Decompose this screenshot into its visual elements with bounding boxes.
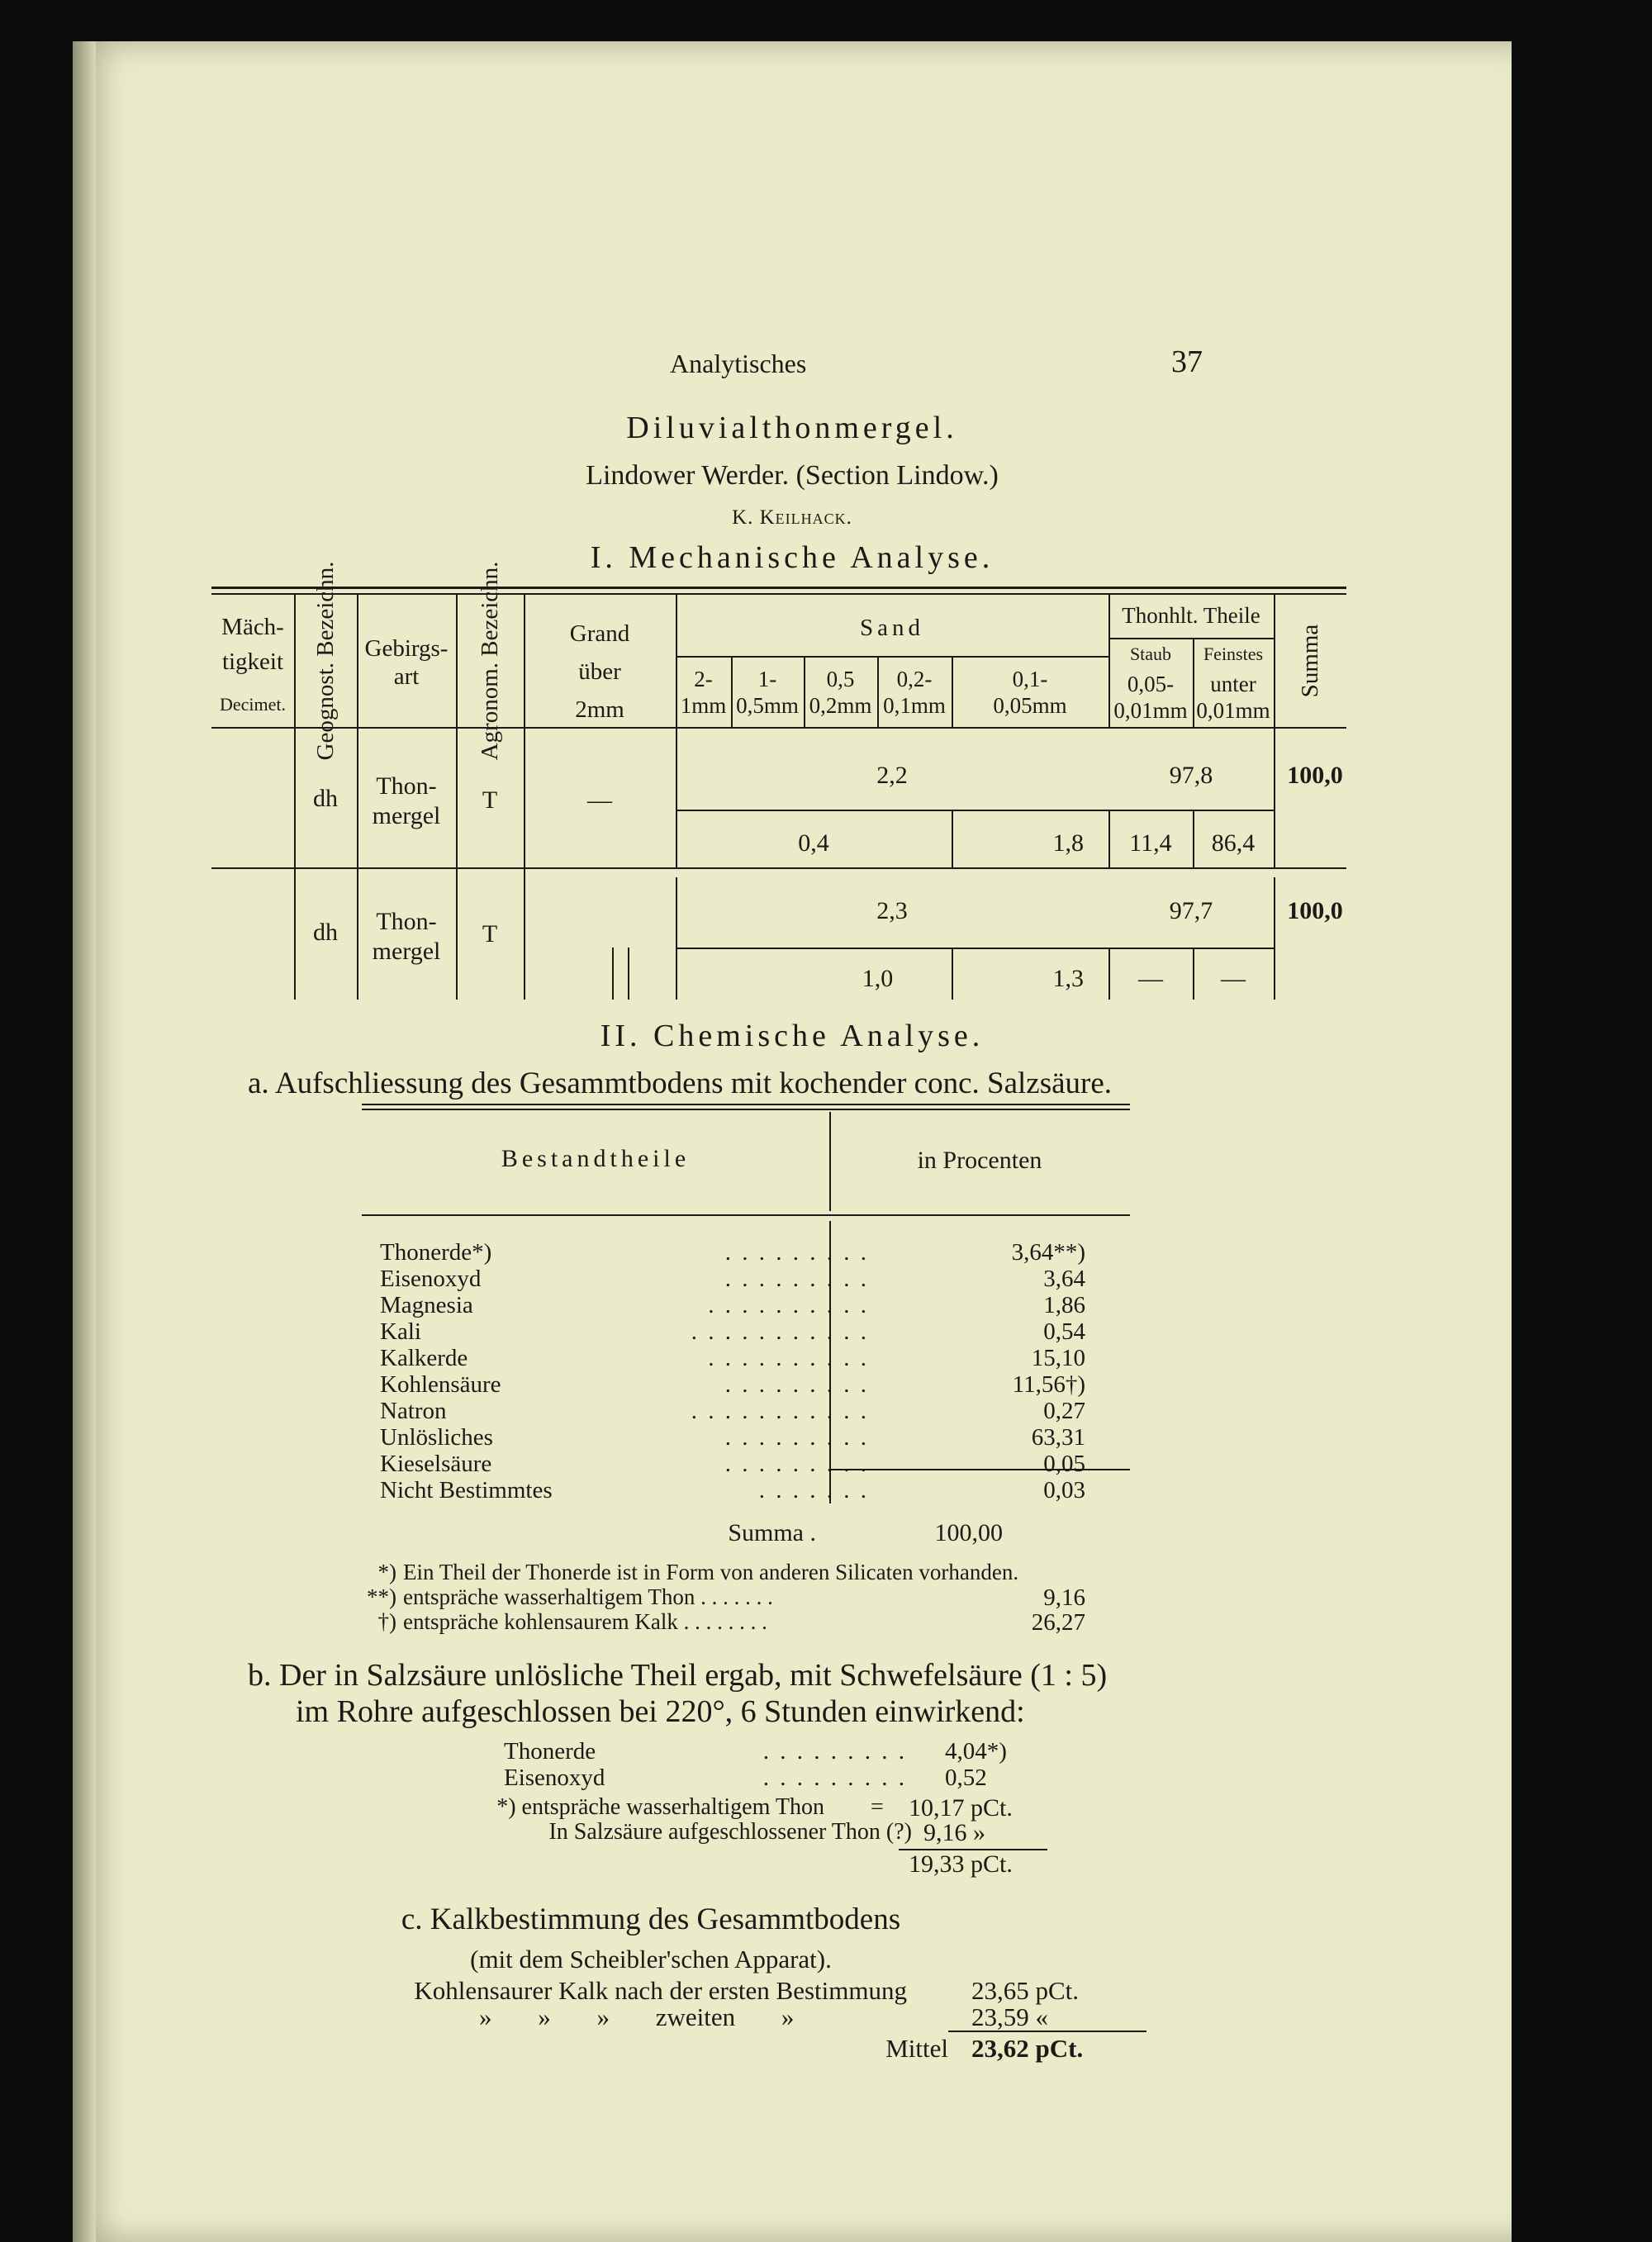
row-leader-dots: . . . . . . . . . (762, 1738, 907, 1765)
footnote-value: 26,27 (1031, 1609, 1085, 1636)
footnote-text: entspräche kohlensaurem Kalk . . . . . . . . (403, 1609, 767, 1634)
footnote-mark: *) (377, 1560, 396, 1584)
sand-col-3-l2: 0,2mm (809, 693, 872, 718)
section-c-subtitle: (mit dem Scheibler'schen Apparat). (470, 1945, 832, 1974)
row-leader-dots: . . . . . . . . . (724, 1451, 869, 1477)
section-c-line1-label: Kohlensaurer Kalk nach der ersten Bestimmung (414, 1976, 907, 2005)
header-decimet: Decimet. (219, 694, 287, 715)
row-name: Eisenoxyd (504, 1765, 605, 1791)
section-b-line1: b. Der in Salzsäure unlösliche Theil ergab, mit Schwefelsäure (1 : 5) (248, 1658, 1108, 1693)
row-value: 1,86 (1043, 1292, 1085, 1318)
cell-feinstes: 86,4 (1211, 829, 1256, 857)
cell-feinstes: — (1221, 965, 1246, 992)
header-sand-col-3 (804, 666, 877, 719)
row-leader-dots: . . . . . . . . . . (708, 1292, 869, 1318)
header-maechtigkeit-l2: tigkeit (221, 648, 284, 675)
row-value: 0,05 (1043, 1451, 1085, 1477)
cell-grand: — (587, 786, 612, 814)
row-name: Kohlensäure (380, 1371, 501, 1398)
header-sand: Sand (860, 615, 924, 641)
staub-l3: 0,01mm (1113, 698, 1188, 723)
row-value: 63,31 (1031, 1424, 1085, 1451)
page-title: Diluvialthonmergel. (626, 411, 958, 445)
sand-col-1-l2: 1mm (680, 693, 727, 718)
cell-sand-a: 0,4 (798, 829, 829, 857)
row-leader-dots: . . . . . . . . . . (708, 1345, 869, 1371)
section-heading-chemical: II. Chemische Analyse. (600, 1019, 985, 1053)
cell-gebirgsart (357, 772, 456, 831)
header-grand-l2: über (578, 658, 621, 685)
section-c-line2-label: » » » zweiten » (479, 2002, 795, 2031)
cell-agronom: T (482, 786, 498, 814)
section-c-mittel-value: 23,62 pCt. (971, 2034, 1084, 2063)
row-value: 4,04*) (945, 1738, 1007, 1765)
row-value: 3,64 (1043, 1266, 1085, 1292)
feinstes-l3: 0,01mm (1196, 698, 1270, 723)
cell-sand-total: 2,2 (876, 762, 908, 789)
header-maechtigkeit (211, 610, 294, 722)
cell-geognost: dh (313, 919, 338, 946)
book-page (73, 41, 1512, 2242)
section-c-line2-value: 23,59 « (971, 2002, 1048, 2031)
row-name: Kieselsäure (380, 1451, 492, 1477)
row-value: 11,56†) (1012, 1371, 1085, 1398)
section-heading-mechanical: I. Mechanische Analyse. (590, 540, 995, 575)
section-b-total: 19,33 pCt. (909, 1850, 1013, 1878)
row-leader-dots: . . . . . . . . . (724, 1266, 869, 1292)
row-value: 0,52 (945, 1765, 987, 1791)
header-geognost: Geognost. Bezeichn. (312, 561, 339, 761)
row-value: 3,64**) (1011, 1239, 1085, 1266)
cell-gebirgsart-l1: Thon- (376, 772, 437, 800)
cell-sand-total: 2,3 (876, 897, 908, 924)
row-name: Kalkerde (380, 1345, 468, 1371)
cell-thon-total: 97,8 (1169, 762, 1213, 789)
header-grand-l1: Grand (569, 620, 630, 647)
row-name: Unlösliches (380, 1424, 493, 1451)
subsection-a-heading: a. Aufschliessung des Gesammtbodens mit kochender conc. Salzsäure. (248, 1066, 1113, 1100)
row-name: Natron (380, 1398, 447, 1424)
location-line: Lindower Werder. (Section Lindow.) (586, 460, 999, 491)
sand-col-5-l2: 0,05mm (993, 693, 1067, 718)
cell-staub: 11,4 (1129, 829, 1172, 857)
page-edge-shadow (73, 41, 96, 2242)
row-value: 15,10 (1031, 1345, 1085, 1371)
feinstes-l1: Feinstes (1203, 644, 1264, 664)
row-leader-dots: . . . . . . . . . . . (691, 1398, 869, 1424)
feinstes-l2: unter (1210, 672, 1256, 696)
footnote-value: 9,16 (1043, 1584, 1085, 1611)
row-value: 0,54 (1043, 1318, 1085, 1345)
header-sand-col-4 (877, 666, 952, 719)
section-b-line2: im Rohre aufgeschlossen bei 220°, 6 Stunden einwirkend: (296, 1694, 1025, 1729)
cell-staub: — (1138, 965, 1163, 992)
summa-label: Summa . (728, 1519, 816, 1546)
header-in-procenten: in Procenten (917, 1147, 1042, 1174)
header-sand-col-1 (676, 666, 731, 719)
row-leader-dots: . . . . . . . (758, 1477, 869, 1503)
section-b-note2-value: 9,16 » (923, 1819, 985, 1846)
row-name: Magnesia (380, 1292, 473, 1318)
sand-col-4-l2: 0,1mm (883, 693, 946, 718)
cell-gebirgsart-l1: Thon- (376, 908, 437, 935)
cell-gebirgsart-l2: mergel (372, 802, 441, 829)
header-summa: Summa (1297, 624, 1323, 698)
staub-l1: Staub (1129, 644, 1172, 664)
header-sand-col-5 (952, 666, 1108, 719)
header-gebirgsart-l1: Gebirgs- (364, 635, 449, 662)
row-leader-dots: . . . . . . . . . (724, 1424, 869, 1451)
row-leader-dots: . . . . . . . . . (724, 1239, 869, 1266)
section-b-note1-eq: = (871, 1794, 884, 1820)
row-name: Kali (380, 1318, 421, 1345)
sand-col-4-l1: 0,2- (896, 667, 933, 691)
sand-col-5-l1: 0,1- (1012, 667, 1048, 691)
row-leader-dots: . . . . . . . . . (724, 1371, 869, 1398)
header-thonhalt: Thonhlt. Theile (1122, 603, 1260, 628)
row-name: Nicht Bestimmtes (380, 1477, 553, 1503)
row-name: Eisenoxyd (380, 1266, 482, 1292)
cell-sand-a: 1,0 (862, 965, 894, 992)
section-c-title: c. Kalkbestimmung des Gesammtbodens (401, 1902, 901, 1936)
row-leader-dots: . . . . . . . . . (762, 1765, 907, 1791)
footnote-text: entspräche wasserhaltigem Thon . . . . . . . (403, 1584, 773, 1609)
page-number: 37 (1171, 344, 1203, 379)
header-agronom: Agronom. Bezeichn. (477, 561, 503, 761)
summa-value: 100,00 (934, 1519, 1003, 1546)
header-maechtigkeit-l1: Mäch- (221, 614, 284, 640)
running-title: Analytisches (670, 349, 807, 378)
header-gebirgsart (357, 634, 456, 691)
header-grand (524, 615, 676, 729)
author-line: K. Keilhack. (732, 506, 852, 529)
cell-summa: 100,0 (1287, 897, 1343, 924)
sand-col-3-l1: 0,5 (826, 667, 855, 691)
section-b-note1-value: 10,17 pCt. (909, 1794, 1013, 1822)
header-sand-col-2 (731, 666, 804, 719)
section-c-line1-value: 23,65 pCt. (971, 1976, 1080, 2005)
cell-thon-total: 97,7 (1169, 897, 1213, 924)
header-gebirgsart-l2: art (393, 663, 420, 690)
row-name: Thonerde (504, 1738, 596, 1765)
header-feinstes (1193, 641, 1274, 724)
cell-gebirgsart-l2: mergel (372, 938, 441, 965)
row-value: 0,03 (1043, 1477, 1085, 1503)
row-value: 0,27 (1043, 1398, 1085, 1424)
footnote-text: Ein Theil der Thonerde ist in Form von anderen Silicaten vorhanden. (403, 1560, 1019, 1584)
cell-gebirgsart (357, 907, 456, 967)
sand-col-2-l1: 1- (757, 667, 777, 691)
staub-l2: 0,05- (1127, 672, 1175, 696)
cell-sand-b: 1,8 (1052, 829, 1084, 857)
cell-agronom: T (482, 920, 498, 948)
cell-geognost: dh (313, 785, 338, 812)
sand-col-2-l2: 0,5mm (736, 693, 799, 718)
section-c-mittel-label: Mittel (885, 2034, 948, 2063)
section-b-note1-label: *) entspräche wasserhaltigem Thon (496, 1794, 824, 1820)
row-name: Thonerde*) (380, 1239, 492, 1266)
header-staub (1108, 641, 1193, 724)
header-grand-l3: 2mm (575, 696, 624, 723)
header-bestandtheile: Bestandtheile (501, 1145, 691, 1172)
cell-summa: 100,0 (1287, 762, 1343, 789)
cell-sand-b: 1,3 (1052, 965, 1084, 992)
row-leader-dots: . . . . . . . . . . . (691, 1318, 869, 1345)
section-b-note2-label: In Salzsäure aufgeschlossener Thon (?) (548, 1819, 912, 1845)
footnote-mark: **) (367, 1584, 396, 1609)
sand-col-1-l1: 2- (694, 667, 713, 691)
footnote-mark: †) (377, 1609, 396, 1634)
